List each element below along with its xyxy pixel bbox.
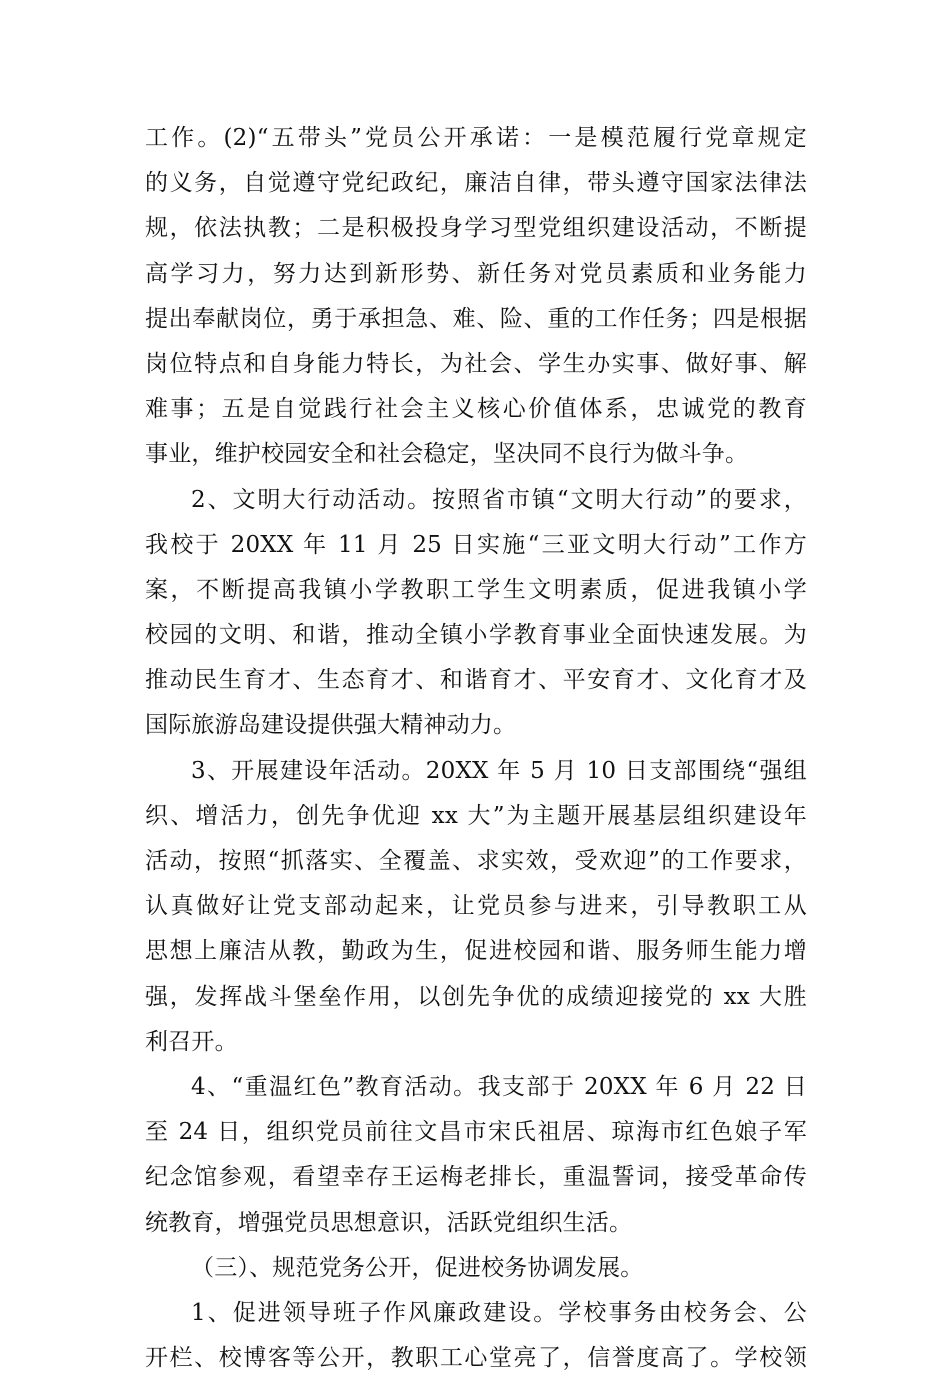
text-line: 规，依法执教；二是积极投身学习型党组织建设活动，不断提 (145, 215, 807, 242)
text-line: 难事；五是自觉践行社会主义核心价值体系，忠诚党的教育 (145, 396, 807, 423)
text-line: 3、开展建设年活动。20XX 年 5 月 10 日支部围绕“强组 (191, 757, 807, 784)
text-line: 至 24 日，组织党员前往文昌市宋氏祖居、琼海市红色娘子军 (145, 1119, 807, 1146)
text-line: 校园的文明、和谐，推动全镇小学教育事业全面快速发展。为 (145, 622, 807, 649)
text-line: 认真做好让党支部动起来，让党员参与进来，引导教职工从 (145, 893, 807, 920)
text-line: 4、“重温红色”教育活动。我支部于 20XX 年 6 月 22 日 (191, 1073, 807, 1100)
text-line: 事业，维护校园安全和社会稳定，坚决同不良行为做斗争。 (145, 441, 749, 468)
text-line: 1、促进领导班子作风廉政建设。学校事务由校务会、公 (191, 1299, 807, 1326)
text-line: 开栏、校博客等公开，教职工心堂亮了，信誉度高了。学校领 (145, 1345, 807, 1372)
text-line: 强，发挥战斗堡垒作用，以创先争优的成绩迎接党的 xx 大胜 (145, 983, 807, 1010)
text-line: 活动，按照“抓落实、全覆盖、求实效，受欢迎”的工作要求， (145, 848, 807, 874)
text-line: 思想上廉洁从教，勤政为生，促进校园和谐、服务师生能力增 (145, 938, 807, 965)
text-line: 国际旅游岛建设提供强大精神动力。 (145, 712, 517, 739)
text-line: 纪念馆参观，看望幸存王运梅老排长，重温誓词，接受革命传 (145, 1164, 807, 1191)
section-heading: （三）、规范党务公开，促进校务协调发展。 (191, 1254, 644, 1281)
text-line: 推动民生育才、生态育才、和谐育才、平安育才、文化育才及 (145, 667, 807, 694)
text-line: 的义务，自觉遵守党纪政纪，廉洁自律，带头遵守国家法律法 (145, 170, 807, 197)
text-line: 2、文明大行动活动。按照省市镇“文明大行动”的要求， (191, 486, 807, 513)
text-line: 提出奉献岗位，勇于承担急、难、险、重的工作任务；四是根据 (145, 305, 807, 332)
text-line: 岗位特点和自身能力特长，为社会、学生办实事、做好事、解 (145, 350, 807, 377)
document-body (145, 116, 807, 1381)
text-line: 高学习力，努力达到新形势、新任务对党员素质和业务能力 (145, 260, 807, 287)
text-line: 案，不断提高我镇小学教职工学生文明素质，促进我镇小学 (145, 576, 807, 603)
text-line: 统教育，增强党员思想意识，活跃党组织生活。 (145, 1209, 633, 1236)
text-line: 利召开。 (145, 1028, 238, 1055)
text-line: 工作。(2)“五带头”党员公开承诺：一是模范履行党章规定 (145, 125, 807, 151)
text-line: 织、增活力，创先争优迎 xx 大”为主题开展基层组织建设年 (145, 802, 807, 829)
text-line: 我校于 20XX 年 11 月 25 日实施“三亚文明大行动”工作方 (145, 531, 807, 558)
